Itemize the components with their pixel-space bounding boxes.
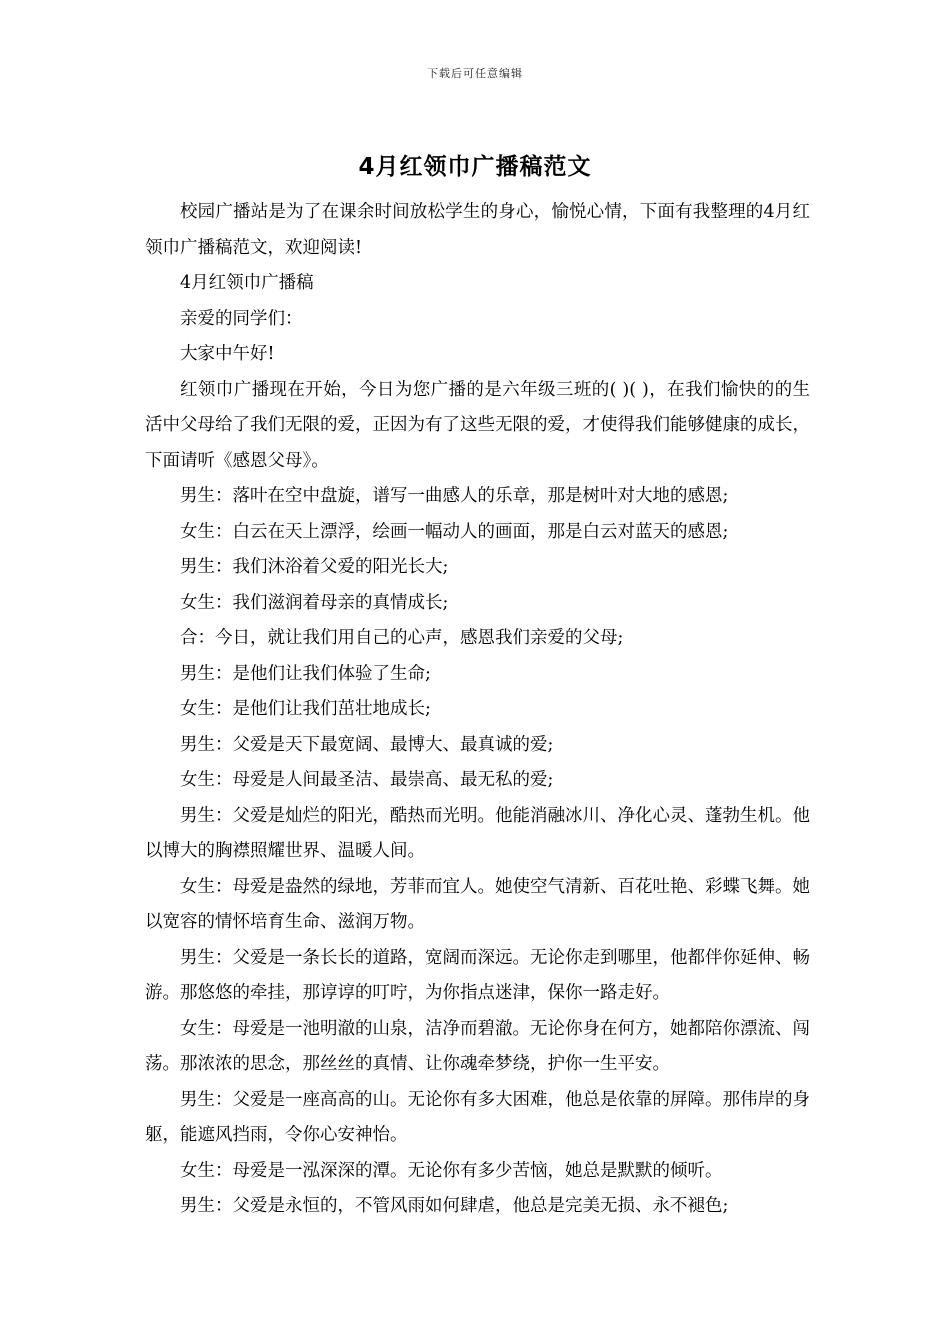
- paragraph: 亲爱的同学们：: [180, 308, 303, 329]
- paragraph: 红领巾广播现在开始，今日为您广播的是六年级三班的( )( )，在我们愉快的的生活中父母给了我们无限的爱，正因为有了这些无限的爱，才使得我们能够健康的成长，下面请听《感恩父母》。: [145, 379, 810, 471]
- paragraph: 合：今日，就让我们用自己的心声，感恩我们亲爱的父母;: [180, 628, 624, 648]
- paragraph: 女生：母爱是人间最圣洁、最崇高、最无私的爱;: [180, 770, 554, 790]
- paragraph: 女生：母爱是盎然的绿地，芳菲而宜人。她使空气清新、百花吐艳、彩蝶飞舞。她以宽容的情怀培育生命、滋润万物。: [145, 876, 810, 932]
- paragraph: 男生：父爱是灿烂的阳光，酷热而光明。他能消融冰川、净化心灵、蓬勃生机。他以博大的胸襟照耀世界、温暖人间。: [145, 805, 810, 861]
- paragraph: 男生：父爱是一条长长的道路，宽阔而深远。无论你走到哪里，他都伴你延伸、畅游。那悠悠的牵挂，那谆谆的叮咛，为你指点迷津，保你一路走好。: [145, 947, 810, 1003]
- paragraph: 女生：白云在天上漂浮，绘画一幅动人的画面，那是白云对蓝天的感恩;: [180, 521, 729, 542]
- paragraph: 女生：母爱是一池明澈的山泉，洁净而碧澈。无论你身在何方，她都陪你漂流、闯荡。那浓浓的思念，那丝丝的真情、让你魂牵梦绕，护你一生平安。: [145, 1018, 810, 1074]
- paragraph: 男生：落叶在空中盘旋，谱写一曲感人的乐章，那是树叶对大地的感恩;: [180, 486, 729, 506]
- paragraph: 男生：父爱是一座高高的山。无论你有多大困难，他总是依靠的屏障。那伟岸的身躯，能遮风挡雨，令你心安神怡。: [145, 1089, 810, 1145]
- paragraph: 大家中午好!: [180, 344, 275, 364]
- page-header: 下载后可任意编辑: [427, 67, 523, 80]
- paragraph: 男生：父爱是天下最宽阔、最博大、最真诚的爱;: [180, 734, 554, 755]
- paragraph: 男生：父爱是永恒的，不管风雨如何肆虐，他总是完美无损、永不褪色;: [180, 1196, 729, 1216]
- document-title: 4月红领巾广播稿范文: [358, 154, 592, 180]
- document-body: [145, 195, 810, 1225]
- paragraph: 4月红领巾广播稿: [180, 273, 314, 293]
- paragraph: 女生：我们滋润着母亲的真情成长;: [180, 592, 449, 613]
- paragraph: 女生：是他们让我们茁壮地成长;: [180, 699, 431, 719]
- paragraph: 男生：是他们让我们体验了生命;: [180, 663, 431, 684]
- paragraph: 校园广播站是为了在课余时间放松学生的身心，愉悦心情，下面有我整理的4月红领巾广播稿范文，欢迎阅读!: [145, 202, 810, 258]
- paragraph: 女生：母爱是一泓深深的潭。无论你有多少苦恼，她总是默默的倾听。: [180, 1160, 723, 1181]
- paragraph: 男生：我们沐浴着父爱的阳光长大;: [180, 557, 449, 577]
